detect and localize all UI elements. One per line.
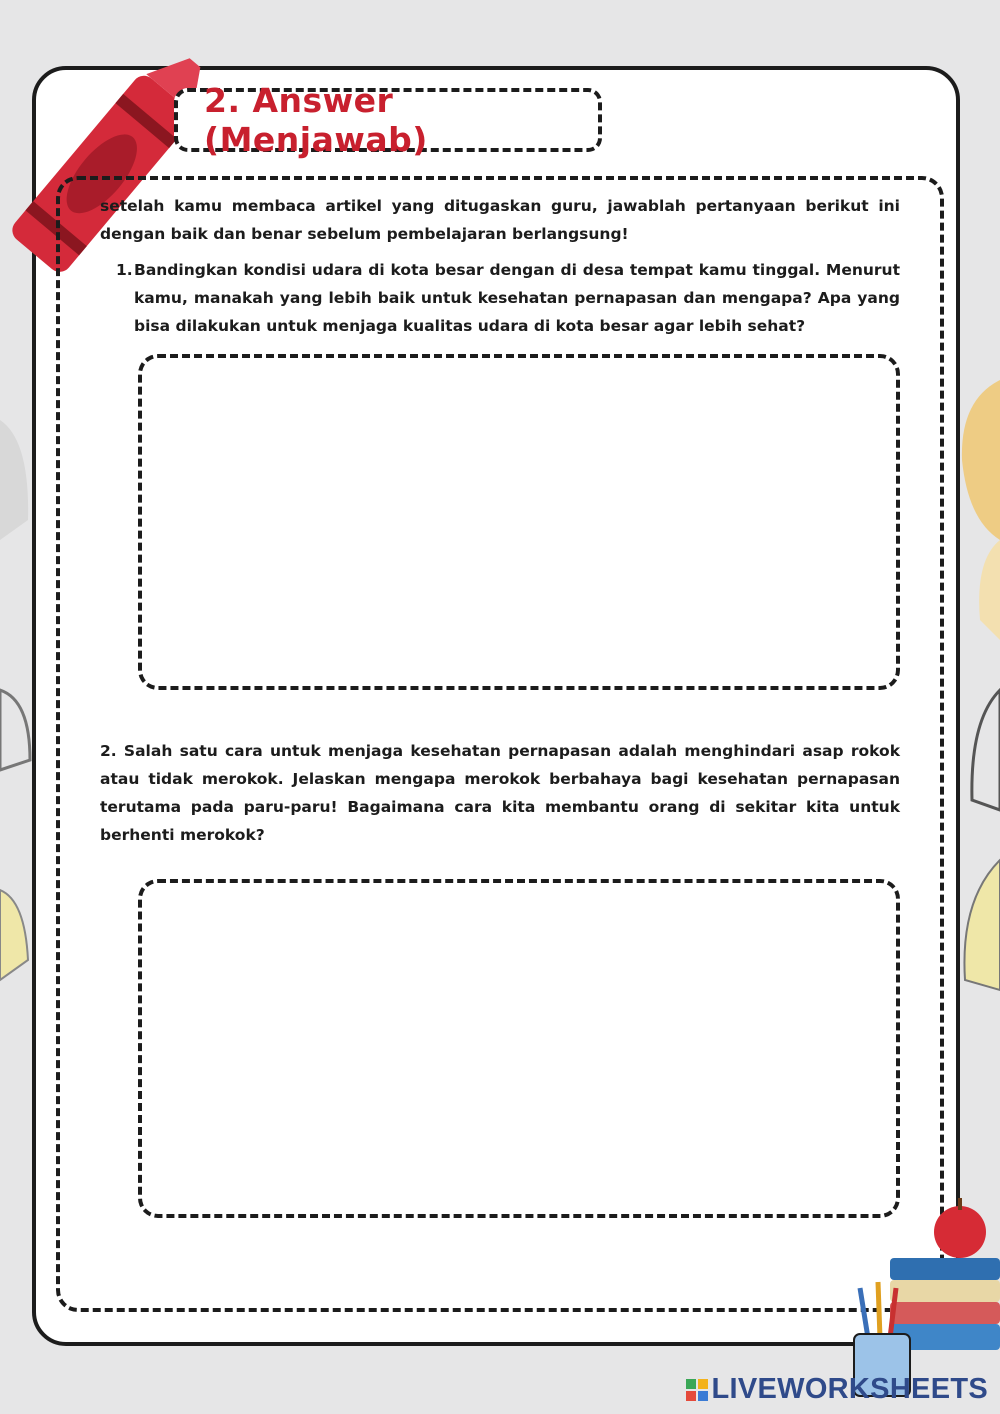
- page-title: 2. Answer (Menjawab): [204, 81, 428, 159]
- answer-box-1[interactable]: [138, 354, 900, 690]
- question-1: [116, 256, 900, 340]
- question-1-number: 1.: [116, 261, 133, 279]
- instructions-text: setelah kamu membaca artikel yang ditugaskan guru, jawablah pertanyaan berikut ini dengan baik dan benar sebelum pembelajaran berlangsung!: [100, 197, 900, 243]
- answer-box-2[interactable]: [138, 879, 900, 1218]
- liveworksheets-logo-icon: [686, 1379, 708, 1401]
- question-2-text: 2. Salah satu cara untuk menjaga kesehatan pernapasan adalah menghindari asap rokok atau tidak merokok. Jelaskan mengapa merokok berbahaya bagi kesehatan pernapasan terutama pada paru-paru! Bagaimana cara kita membantu orang di sekitar kita untuk berhenti merokok?: [100, 742, 900, 844]
- section-title-box: [174, 81, 602, 159]
- apple-icon: [934, 1198, 986, 1258]
- logo-text: LIVEWORKSHEETS: [711, 1373, 988, 1405]
- liveworksheets-logo[interactable]: [686, 1373, 989, 1406]
- question-1-text: Bandingkan kondisi udara di kota besar dengan di desa tempat kamu tinggal. Menurut kamu, manakah yang lebih baik untuk kesehatan pernapasan dan mengapa? Apa yang bisa dilakukan untuk menjaga kualitas udara di kota besar agar lebih sehat?: [134, 261, 900, 335]
